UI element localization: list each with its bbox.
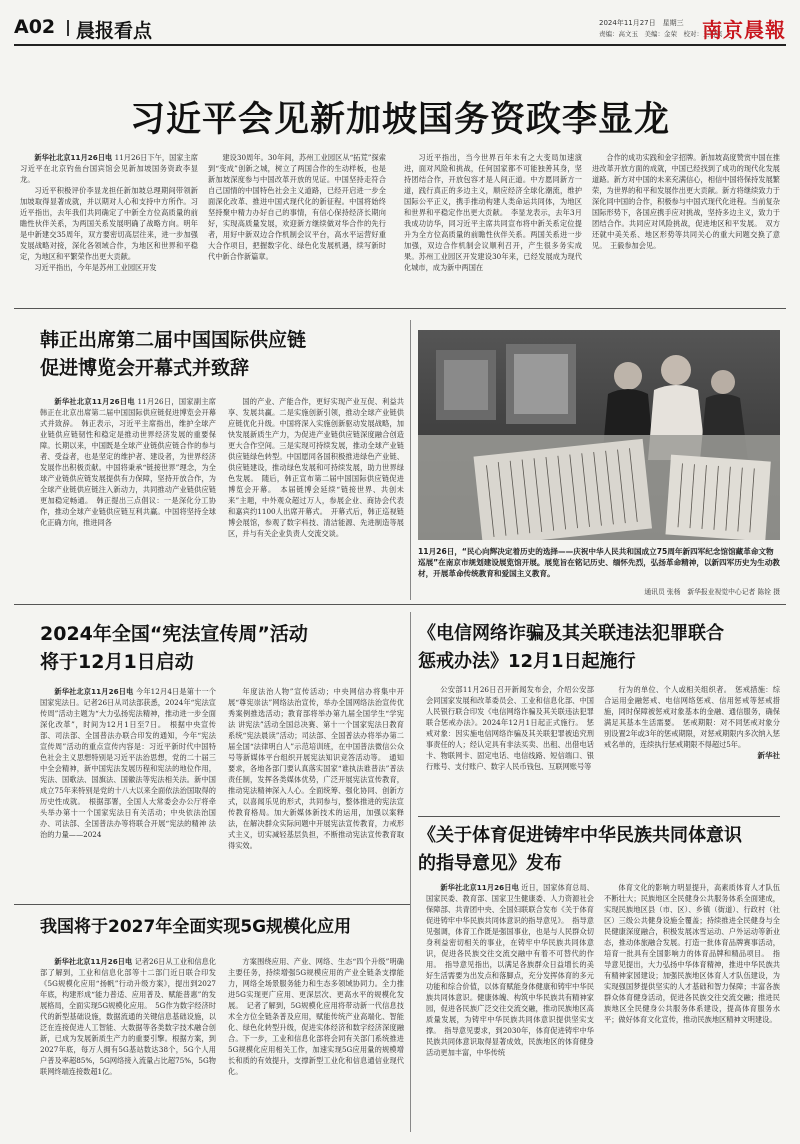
expo-headline-line-2: 促进博览会开幕式并致辞: [40, 357, 250, 379]
issue-date: 2024年11月27日 星期三: [599, 19, 684, 27]
lead-col3-text: 习近平指出，当今世界百年未有之大变局加速演进，面对风险和挑战，任何国家都不可能独善其身，坚持团结合作，开放包容才是人间正道。中方愿同新方一道，践行真正的多边主义，顺应经济全球化潮流，维护国际公平正义，携手推动构建人类命运共同体，为地区和世界和平稳定作出更大贡献。 李显龙表示，去年3月我成功访华，同习近平主席共同宣布将中新关系定位提升为全方位高质量的前瞻性伙伴关系。两国关系进一步加强，双边合作机制会议顺利召开，产生很多务实成果。苏州工业园区开发建设30年来，已经发展成为现代化城市，成为新中两国在: [404, 153, 582, 272]
constitution-headline: [40, 620, 400, 676]
sports-column-1: [426, 882, 594, 1134]
lead-col1-p1: 11月26日下午，国家主席习近平在北京钓鱼台国宾馆会见新加坡国务资政李显龙。: [20, 153, 198, 184]
masthead: [14, 14, 786, 46]
sports-col1-text: 近日，国家体育总局、国家民委、教育部、国家卫生健康委、人力资源社会保障部、共青团中央、全国妇联联合发布《关于体育促进铸牢中华民族共同体意识的指导意见》。 指导意见强调，体育工作既是强国事业，也是与人民群众切身利益密切相关的事业，在铸牢中华民族共同体意识，促进各民族交往交流交融中有着不可替代的作用。 指导意见指出，以满足各族群众日益增长的美好生活需要为出发点和落脚点，充分发挥体育的多元功能和综合价值，以体育赋能身体健康和铸牢中华民族共同体意识。健康体魄、构筑中华民族共有精神家园，促进各民族广泛交往交流交融，推动民族地区高质量发展，为铸牢中华民族共同体意识提供坚实支撑。 指导意见要求，到2030年，体育促进铸牢中华民族共同体意识取得显著成效，民族地区的体育健身活动更加丰富，中华传统: [426, 883, 594, 1057]
expo-dateline: 新华社北京11月26日电: [54, 397, 135, 406]
constitution-dateline: 新华社北京11月26日电: [54, 687, 134, 696]
constitution-column-2: [228, 686, 404, 898]
fiveg-col2-text: 方案围绕应用、产业、网络、生态“四个升级”明确主要任务，持续增强5G规模应用的产业全链条支撑能力，网络全场景服务能力和生态多领域协同力。全力推进5G实现更广应用、更深层次、更高水平的规模化发展。 记者了解到，5G规模化应用将带动新一代信息技术全方位全链条普及应用，赋能传统产业高端化、智能化、绿色化转型升级，促进实体经济和数字经济深度融合。下一步，工业和信息化部将会同有关部门系统推进5G规模化应用相关工作，加速实现5G应用量的规模增长和质的有效提升，支撑新型工业化和信息通信业现代化。: [228, 957, 404, 1076]
photo-caption: 11月26日，“民心向辉决定着历史的选择——庆祝中华人民共和国成立75周年新四军纪念馆馆藏革命文物巡展”在南京市规划建设展览馆开展。展览旨在铭记历史、缅怀先烈，弘扬革命精神，以新四军历史为生动教材，开展革命传统教育和爱国主义教育。: [418, 547, 780, 578]
page-code: A02: [14, 16, 56, 38]
section-rule: [14, 308, 786, 309]
lead-col4-text: 合作的成功实践和金字招牌。新加坡高度赞赏中国在推进改革开放方面的成就，中国已经找到了成功的现代化发展道路。新方对中国的未来充满信心，相信中国将保持发展繁荣，为世界的和平和发展作出更大贡献。新方将继续致力于深化同中国的合作，积极参与中国式现代化进程。当前复杂国际形势下，各国应携手应对挑战，坚持多边主义，致力于团结合作。共同应对风险挑战，促进地区和平发展。 双方还就中美关系、地区形势等共同关心的重大问题交换了意见。 王毅参加会见。: [592, 153, 780, 250]
section-rule: [418, 816, 780, 817]
expo-column-2: [228, 396, 404, 592]
expo-col1-text: 11月26日，国家副主席韩正在北京出席第二届中国国际供应链促进博览会开幕式并致辞。 韩正表示，习近平主席指出，维护全球产业链供应链韧性和稳定是推动世界经济发展的重要保障。长期以来，中国既是全球产业链供应链合作的参与者、受益者，也是坚定的维护者、建设者，为世界经济发展作出积极贡献。中国将秉承“链接世界”理念，为全球产业链供应链发展提供有力保障，坚持开放合作，为全球产业链供应链注入新动力，共同推动产业链供应链更加稳定畅通。 韩正提出三点倡议：一是深化分工协作，推动全球产业链供应链互利共赢。中国将坚持全球化正确方向，推进同各: [40, 397, 216, 527]
lead-col1-p2: 习近平积极评价李显龙担任新加坡总理期间带领新加坡取得显著成就，并以期对人心和支持中方所作。习近平指出，去年我们共同确定了中新全方位高质量的前瞻性伙伴关系，为两国关系发展明确了战略方向。明年是中新建交35周年，双方要密切高层往来，进一步加强发展战略对接，深化各领域合作，为地区和世界和平稳定，为地区和平繁荣作出更大贡献。: [20, 186, 198, 261]
telecom-col2-text: 行为的单位、个人或相关组织者。 惩戒措施：综合运用金融惩戒、电信网络惩戒、信用惩戒等惩戒措施，同时保障被惩戒对象基本的金融、通信服务，确保满足其基本生活需要。 惩戒期限：对不同惩戒对象分别设置2年或3年的惩戒期限，对惩戒期限内多次纳入惩戒名单的，连续执行惩戒期限不得超过5年。: [604, 685, 780, 749]
telecom-headline-line-2: 惩戒办法》12月1日起施行: [418, 651, 636, 672]
lead-col1-p3: 习近平指出，今年是苏州工业园区开发: [34, 263, 157, 272]
constitution-col2-text: 年度法治人物”宣传活动；中央网信办将集中开展“尊宪崇法”网络法治宣传，举办全国网络法治宣传优秀案例推选活动；教育部将举办第九届全国学生“学宪法 讲宪法”活动全国总决赛、第十一个国家宪法日教育系统“宪法晨读”活动；司法部、全国普法办将举办第二届全国“法律明白人”示范培训班，在中国普法微信公众号等新媒体平台组织开展宪法知识竞答活动等。 通知要求，各地各部门要认真落实国家“谁执法谁普法”普法责任制，发挥各类媒体优势，广泛开展宪法宣传教育，推动宪法精神深入人心。全面统筹、强化协同、创新方式，以喜闻乐见的形式，共同参与，整体推进的宪法宣传教育格局。加大新媒体新技术的运用，加强以案释法，在解决群众实际问题中开展宪法宣传教育，力戒形式主义，切实减轻基层负担，不断推动宪法宣传教育取得实效。: [228, 687, 404, 850]
paper-logo: 南京晨報: [702, 18, 786, 42]
lead-column-3: [404, 152, 582, 302]
exhibition-photo: [418, 330, 780, 540]
sports-column-2: [604, 882, 780, 1134]
lead-column-4: [592, 152, 780, 302]
fiveg-headline: 我国将于2027年全面实现5G规模化应用: [40, 917, 352, 937]
fiveg-dateline: 新华社北京11月26日电: [54, 957, 133, 966]
lead-headline: 习近平会见新加坡国务资政李显龙: [129, 100, 670, 140]
telecom-column-2: [604, 684, 780, 810]
section-rule: [14, 604, 786, 605]
section-rule: [14, 904, 410, 905]
constitution-col1-text: 今年12月4日是第十一个国家宪法日。记者26日从司法部获悉，2024年“宪法宣传周”活动主题为“大力弘扬宪法精神，推动进一步全面深化改革”，时间为12月1日至7日。 根据中央宣传部、司法部、全国普法办联合印发的通知，今年“宪法宣传周”活动的重点宣传内容是：习近平新时代中国特色社会主义思想特别是习近平法治思想，党的二十届三中全会精神，新中国宪法发展历程和宪法的地位作用，宪法、国歌法、国旗法、国徽法等宪法相关法。新中国成立75年来特别是党的十八大以来全面依法治国取得的历史性成就。 根据部署，全国人大常委会办公厅将牵头举办第十一个国家宪法日有关活动；中央依法治国办、司法部、全国普法办等将联合开展“宪法的精神 法治的力量——2024: [40, 687, 216, 839]
section-name: 晨报看点: [76, 20, 153, 42]
sports-headline-line-1: 《关于体育促进铸牢中华民族共同体意识: [418, 825, 742, 846]
section-divider: [67, 20, 69, 36]
lead-col2-text: 建设30周年。30年间，苏州工业园区从“拓荒”探索到“变成”创新之城，树立了两国合作的生动样板，也是新加坡深度参与中国改革开放的见证。中国坚持走符合自己国情的中国特色社会主义道路，已经开启进一步全面深化改革、推进中国式现代化的新征程。中国将始终坚持聚中精力办好自己的事情，有信心保持经济长期向好，实现高质量发展，欢迎新方继续做对华合作的先行者，用好中新双边合作机制会议平台，高水平运营好重大合作项目，把握数字化、绿色化发展机遇，续写新时代中新合作新篇章。: [208, 153, 386, 261]
expo-headline-line-1: 韩正出席第二届中国国际供应链: [40, 329, 307, 351]
lead-column-1: [20, 152, 198, 302]
constitution-headline-line-1: 2024年全国“宪法宣传周”活动: [40, 623, 308, 645]
photo-credit: 通讯员 张杨 新华报业视觉中心记者 陈铨 摄: [644, 588, 780, 596]
telecom-headline: [418, 620, 780, 676]
expo-column-1: [40, 396, 216, 592]
telecom-byline: 新华社: [757, 751, 780, 760]
constitution-column-1: [40, 686, 216, 898]
expo-col2-text: 国的产业、产能合作，更好实现产业互促、利益共享、发展共赢。二是实施创新引领，推动全球产业链供应链优化升级。中国将深入实施创新驱动发展战略，加快发展新质生产力，为促进产业链供应链深度融合创造更大合作空间。三是实现可持续发展，推动全球产业链供应链绿色转型。中国愿同各国积极推进绿色产业链、供应链建设，推动绿色发展和可持续发展，助力世界绿色发展。 随后，韩正宣布第二届中国国际供应链促进博览会开幕。 本届链博会延续“链接世界、共创未来”主题，中外观众超过万人，参展企业、商协会代表和嘉宾约1100人出席开幕式。 开幕式后，韩正巡视链博会展馆，参观了数字科技、清洁能源、先进制造等展区，并与有关企业负责人交流交谈。: [228, 397, 404, 538]
expo-headline: [40, 326, 400, 382]
lead-dateline: 新华社北京11月26日电: [34, 153, 113, 162]
lead-column-2: [208, 152, 386, 302]
telecom-headline-line-1: 《电信网络诈骗及其关联违法犯罪联合: [418, 623, 724, 644]
constitution-headline-line-2: 将于12月1日启动: [40, 651, 194, 673]
column-divider: [410, 612, 411, 1132]
sports-headline: [418, 822, 780, 878]
sports-dateline: 新华社北京11月26日电: [440, 883, 519, 892]
editor-credits: 责编：高文玉 美编：金荣 校对：王宏宾: [599, 30, 723, 38]
fiveg-col1-text: 记者26日从工业和信息化部了解到，工业和信息化部等十二部门近日联合印发《5G规模化应用“扬帆”行动升级方案》，提出到2027年底，构建形成“能力普适、应用普及、赋能普惠”的发展格局，全面实现5G规模化应用。 5G作为数字经济时代的新型基础设施，数据流通的关键信息基础设施，以泛在连接促进人工智能、大数据等各类数字技术融合创新，已成为发展新质生产力的重要引擎。根据方案，到2027年底，每万人拥有5G基站数达38个，5G个人用户普及率超85%，5G网络接入流量占比超75%，5G物联网终端连接数超1亿。: [40, 957, 216, 1076]
telecom-column-1: [426, 684, 594, 810]
sports-col2-text: 体育文化的影响力明显提升，高素质体育人才队伍不断壮大；民族地区全民健身公共服务体系全面建成，实现民族地区县（市、区）、乡镇（街道）、行政村（社区）三级公共健身设施全覆盖；持续推进全民健身与全民健康深度融合，积极发展冰雪运动、户外运动等新业态，推动体旅融合发展。打造一批体育品牌赛事活动，培育一批具有全国影响力的体育品牌和精品项目。 指导意见提出，大力弘扬中华体育精神，推进中华民族共有精神家园建设；加强民族地区体育人才队伍建设，为实现强国梦提供坚实的人才基础和智力保障；丰富各族群众体育健身活动，促进各民族交往交流交融；推进民族地区全民健身公共服务体系建设，提高体育服务水平；做好体育文化宣传，推动民族地区精神文明建设。: [604, 883, 780, 1024]
fiveg-column-1: [40, 956, 216, 1136]
sports-headline-line-2: 的指导意见》发布: [418, 853, 562, 874]
fiveg-column-2: [228, 956, 404, 1136]
column-divider: [410, 320, 411, 600]
telecom-col1-text: 公安部11月26日召开新闻发布会，介绍公安部会同国家发展和改革委员会、工业和信息化部、中国人民银行联合印发《电信网络诈骗及其关联违法犯罪联合惩戒办法》。2024年12月1日起正式施行。 惩戒对象：因实施电信网络诈骗及其关联犯罪被追究刑事责任的人；经认定具有非法买卖、出租、出借电话卡、物联网卡、固定电话、电信线路、短信端口、银行账号、支付账户、数字人民币钱包、互联网账号等: [426, 685, 594, 771]
